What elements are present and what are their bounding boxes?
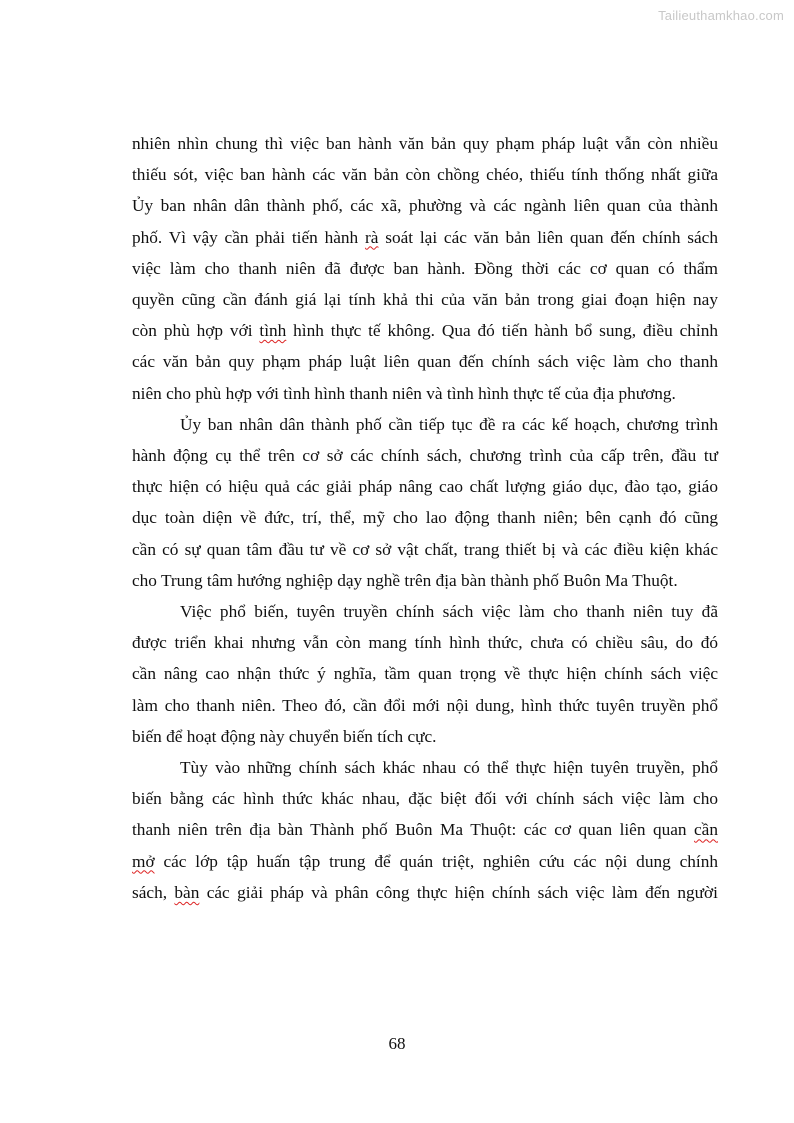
text-line: niên cho phù hợp với tình hình thanh niên và tình hình thực tế của địa phương. bbox=[132, 383, 676, 403]
page-number: 68 bbox=[388, 1034, 406, 1053]
text-line: sách, bàn các giải pháp và phân công thực hiện chính sách việc làm đến người bbox=[132, 882, 718, 902]
text-line: cần nâng cao nhận thức ý nghĩa, tầm quan trọng về thực hiện chính sách việc bbox=[132, 664, 718, 684]
spellcheck-word: rà bbox=[364, 227, 379, 247]
paragraph-4 bbox=[132, 752, 718, 908]
watermark: Tailieuthamkhao.com bbox=[658, 8, 784, 23]
text-line: biến để hoạt động này chuyển biến tích cực. bbox=[132, 726, 437, 746]
spellcheck-word: cần bbox=[694, 820, 718, 840]
spellcheck-word: tình bbox=[259, 321, 287, 341]
text-line: quyền cũng cần đánh giá lại tính khả thi của văn bản trong giai đoạn hiện nay bbox=[132, 290, 718, 310]
text-line: dục toàn diện về đức, trí, thể, mỹ cho lao động thanh niên; bên cạnh đó cũng bbox=[132, 508, 718, 528]
text-line: Ủy ban nhân dân thành phố, các xã, phường và các ngành liên quan của thành bbox=[132, 196, 718, 216]
text-line: thực hiện có hiệu quả các giải pháp nâng cao chất lượng giáo dục, đào tạo, giáo bbox=[132, 477, 718, 497]
paragraph-3 bbox=[132, 596, 718, 752]
text-line: Ủy ban nhân dân thành phố cần tiếp tục đề ra các kế hoạch, chương trình bbox=[180, 414, 718, 434]
text-line: Tùy vào những chính sách khác nhau có thể thực hiện tuyên truyền, phổ bbox=[180, 758, 718, 778]
text-line: mở các lớp tập huấn tập trung để quán triệt, nghiên cứu các nội dung chính bbox=[132, 851, 718, 871]
paragraph-2 bbox=[132, 409, 718, 596]
text-line: cho Trung tâm hướng nghiệp dạy nghề trên địa bàn thành phố Buôn Ma Thuột. bbox=[132, 570, 678, 590]
document-body bbox=[132, 128, 718, 908]
text-line: được triển khai nhưng vẫn còn mang tính hình thức, chưa có chiều sâu, do đó bbox=[132, 633, 718, 653]
text-line: phố. Vì vậy cần phải tiến hành rà soát lại các văn bản liên quan đến chính sách bbox=[132, 227, 718, 247]
text-line: còn phù hợp với tình hình thực tế không. Qua đó tiến hành bổ sung, điều chỉnh bbox=[132, 321, 718, 341]
spellcheck-word: bàn bbox=[174, 882, 200, 902]
text-line: cần có sự quan tâm đầu tư về cơ sở vật chất, trang thiết bị và các điều kiện khác bbox=[132, 539, 718, 559]
text-line: thiếu sót, việc ban hành các văn bản còn chồng chéo, thiếu tính thống nhất giữa bbox=[132, 165, 718, 185]
text-line: hành động cụ thể trên cơ sở các chính sách, chương trình của cấp trên, đầu tư bbox=[132, 446, 718, 466]
spellcheck-word: mở bbox=[132, 851, 155, 871]
text-line: thanh niên trên địa bàn Thành phố Buôn Ma Thuột: các cơ quan liên quan cần bbox=[132, 820, 718, 840]
text-line: nhiên nhìn chung thì việc ban hành văn bản quy phạm pháp luật vẫn còn nhiều bbox=[132, 134, 718, 153]
text-line: việc làm cho thanh niên đã được ban hành. Đồng thời các cơ quan có thẩm bbox=[132, 258, 718, 278]
text-line: Việc phổ biến, tuyên truyền chính sách việc làm cho thanh niên tuy đã bbox=[180, 602, 718, 622]
text-line: làm cho thanh niên. Theo đó, cần đổi mới nội dung, hình thức tuyên truyền phổ bbox=[132, 695, 718, 715]
text-line: biến bằng các hình thức khác nhau, đặc biệt đối với chính sách việc làm cho bbox=[132, 789, 718, 809]
paragraph-1 bbox=[132, 128, 718, 409]
text-line: các văn bản quy phạm pháp luật liên quan đến chính sách việc làm cho thanh bbox=[132, 352, 718, 372]
